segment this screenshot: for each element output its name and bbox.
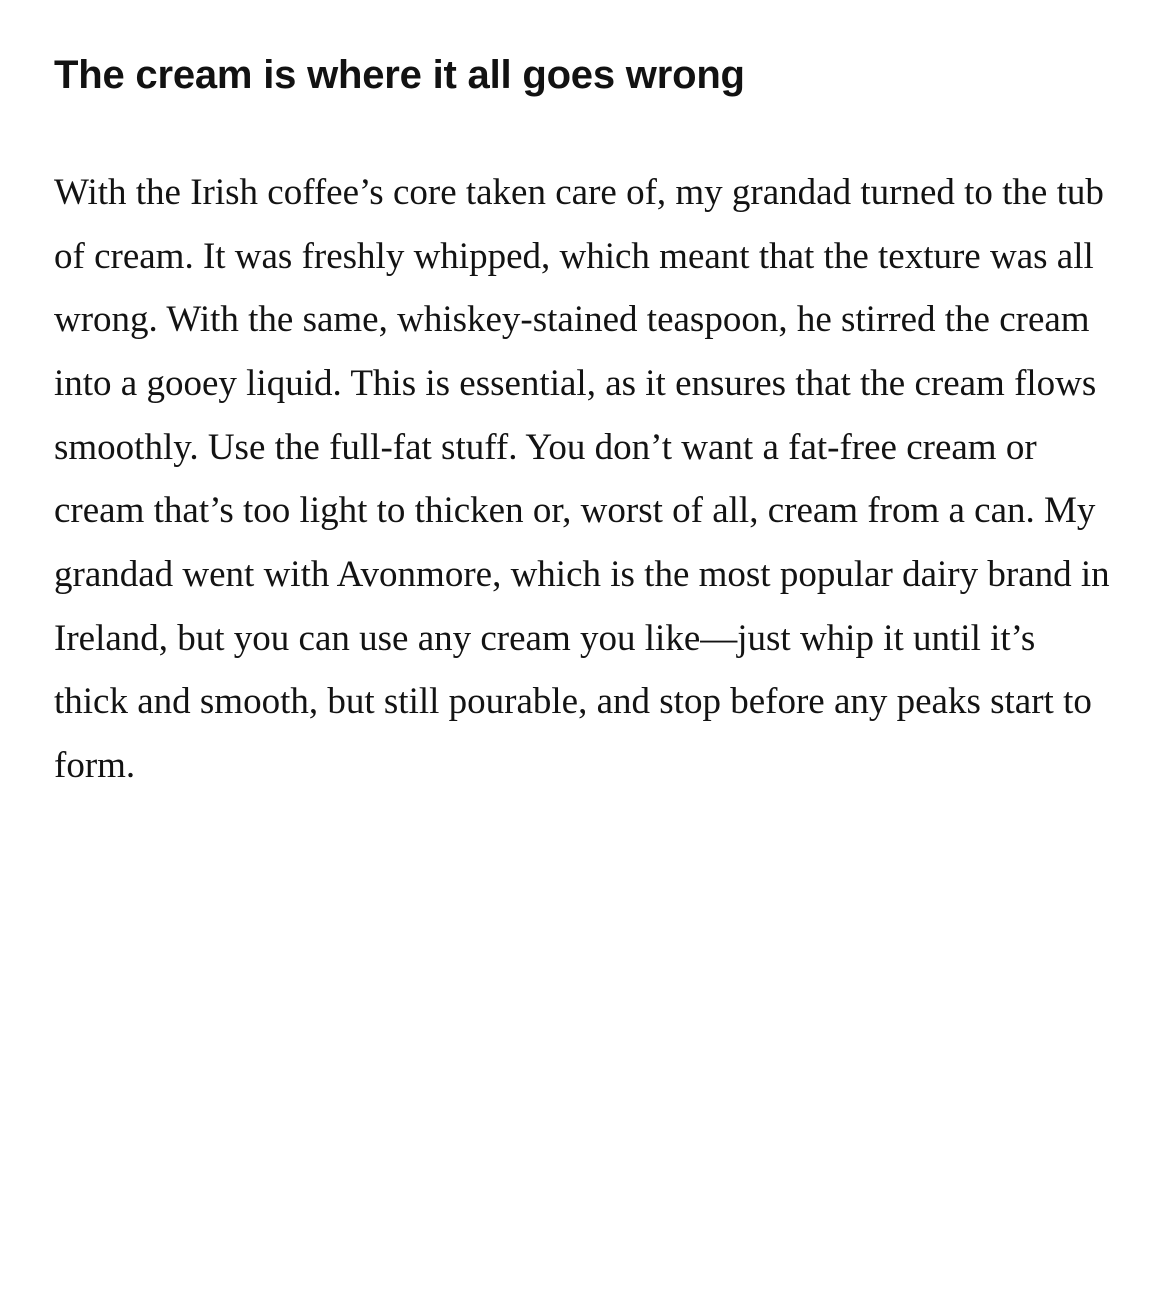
- page-title: The cream is where it all goes wrong: [54, 53, 745, 97]
- article-paragraph: With the Irish coffee’s core taken care of, my grandad turned to the tub of cream. It was freshly whipped, which meant that the texture was all wrong. With the same, whiskey-stained teaspoon, he stirred the cream into a gooey liquid. This is essential, as it ensures that the cream flows smoothly. Use the full-fat stuff. You don’t want a fat-free cream or cream that’s too light to thicken or, worst of all, cream from a can. My grandad went with Avonmore, which is the most popular dairy brand in Ireland, but you can use any cream you like—just whip it until it’s thick and smooth, but still pourable, and stop before any peaks start to form.: [54, 172, 1110, 786]
